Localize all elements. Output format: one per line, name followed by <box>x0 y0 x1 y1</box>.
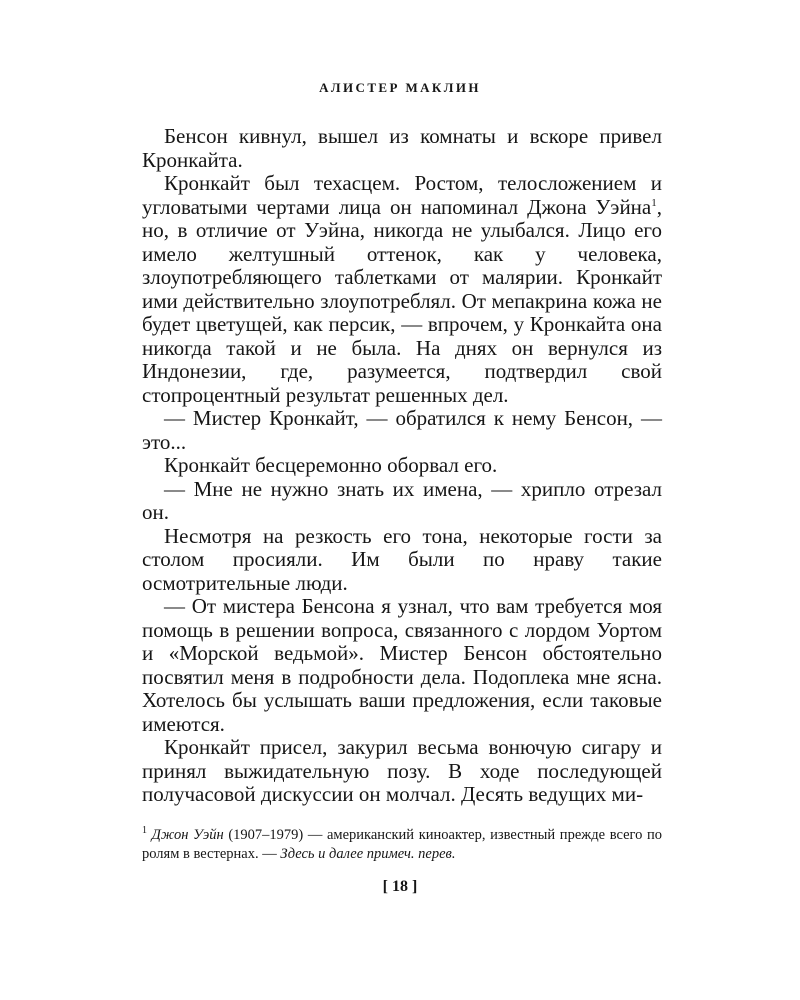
paragraph: Кронкайт бесцеремонно оборвал его. <box>164 453 498 477</box>
footnote-note: Здесь и далее примеч. перев. <box>280 846 456 862</box>
paragraph: Кронкайт присел, закурил весьма вонючую сигару и принял выжидательную позу. В ходе последующей получасовой дискуссии он молчал. Десять ведущих ми- <box>142 735 662 806</box>
paragraph: Несмотря на резкость его тона, некоторые гости за столом просияли. Им были по нраву такие осмотрительные люди. <box>142 523 662 595</box>
paragraph-text: Кронкайт был техасцем. Ростом, телосложением и угловатыми чертами лица он напоминал Джона Уэйна <box>142 171 662 219</box>
paragraph: — Мистер Кронкайт, — обратился к нему Бенсон, — это... <box>142 406 662 454</box>
footnote-reference: 1 <box>651 196 657 209</box>
footnote <box>142 826 662 864</box>
page-number: [ 18 ] <box>382 878 418 895</box>
main-text <box>142 125 662 807</box>
paragraph: — От мистера Бенсона я узнал, что вам требуется моя помощь в решении вопроса, связанного с лордом Уортом и «Морской ведьмой». Мистер Бенсон обстоятельно посвятил меня в подробности дела. Подоплека мне ясна. Хотелось бы услышать ваши предложения, если таковые имеются. <box>142 594 662 736</box>
paragraph: Кронкайт был техасцем. Ростом, телосложением и угловатыми чертами лица он напоминал Джона Уэйна$^1$, но, в отличие от Уэйна, никогда не улыбался. Лицо его имело желтушный оттенок, как у человека, злоупотребляющего таблетками от малярии. Кронкайт ими действительно злоупотреблял. От мепакрина кожа не будет цветущей, как персик, — впрочем, у Кронкайта она никогда такой и не была. На днях он вернулся из Индонезии, где, разумеется, подтвердил свой стопроцентный результат решенных дел. <box>142 171 662 407</box>
paragraph-text: но, в отличие от Уэйна, никогда не улыбался. Лицо его имело желтушный оттенок, как у человека, злоупотребляющего таблетками от малярии. Кронкайт ими действительно злоупотреблял. От мепакрина кожа не будет цветущей, как персик, — впрочем, у Кронкайта она никогда такой и не была. На днях он вернулся из Индонезии, где, разумеется, подтвердил свой стопроцентный результат решенных дел. <box>142 218 662 407</box>
footnote-mark: 1 <box>142 825 147 837</box>
paragraph: Бенсон кивнул, вышел из комнаты и вскоре привел Кронкайта. <box>142 124 662 172</box>
running-header: АЛИСТЕР МАКЛИН <box>319 80 481 95</box>
paragraph: — Мне не нужно знать их имена, — хрипло отрезал он. <box>142 476 662 524</box>
footnote-name: Джон Уэйн <box>151 827 224 843</box>
footnote-text: (1907–1979) — американский киноактер, известный прежде всего по ролям в вестернах. — <box>142 827 663 862</box>
